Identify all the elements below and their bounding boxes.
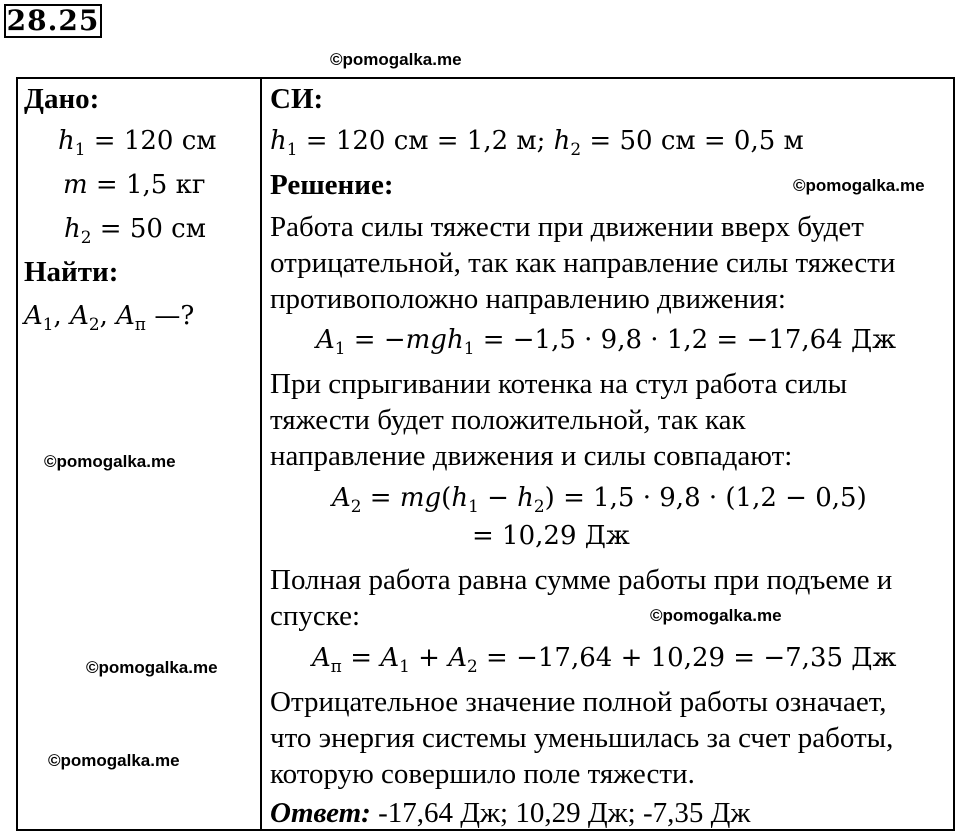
para4-line2: что энергия системы уменьшилась за счет работы, bbox=[270, 722, 894, 754]
formula-a1-lhs: A bbox=[316, 325, 335, 355]
find-sep1: , bbox=[53, 301, 71, 331]
find-a2-sub: 2 bbox=[88, 313, 100, 334]
find-sep2: , bbox=[99, 301, 117, 331]
watermark-left-2: ©pomogalka.me bbox=[86, 658, 218, 677]
para2-line2: тяжести будет положительной, так как bbox=[270, 404, 746, 436]
para4-line1: Отрицательное значение полной работы означает, bbox=[270, 686, 887, 718]
para1-line2: отрицательной, так как направление силы тяжести bbox=[270, 247, 896, 279]
formula-a2-mg: mg bbox=[399, 483, 442, 513]
given-h2 bbox=[64, 212, 206, 246]
formula-ap-a2-sub: 2 bbox=[467, 655, 478, 676]
watermark-top: ©pomogalka.me bbox=[330, 50, 462, 69]
formula-a1-rest: = −1,5 · 9,8 · 1,2 = −17,64 Дж bbox=[474, 325, 897, 355]
formula-a1-mid: = − bbox=[345, 325, 406, 355]
given-h2-value: = 50 см bbox=[91, 214, 206, 244]
formula-a2-paren-close: ) bbox=[544, 483, 555, 513]
para3-line1: Полная работа равна сумме работы при подъеме и bbox=[270, 564, 893, 596]
para1-line1: Работа силы тяжести при движении вверх будет bbox=[270, 211, 864, 243]
find-ap-sub: п bbox=[134, 313, 147, 334]
formula-a1 bbox=[316, 323, 896, 357]
formula-ap-a1-sub: 1 bbox=[399, 655, 410, 676]
formula-a2 bbox=[332, 481, 867, 515]
answer-text: -17,64 Дж; 10,29 Дж; -7,35 Дж bbox=[370, 797, 751, 829]
formula-ap-plus: + bbox=[409, 643, 449, 673]
formula-a1-mgh-sub: 1 bbox=[463, 337, 475, 358]
formula-ap-lhs: A bbox=[312, 643, 331, 673]
given-h1-value: = 120 см bbox=[85, 126, 217, 156]
column-divider bbox=[260, 77, 262, 831]
para4-line3: которую совершило поле тяжести. bbox=[270, 758, 695, 790]
formula-a2-lhs-sub: 2 bbox=[350, 495, 362, 516]
para1-line3: противоположно направлению движения: bbox=[270, 283, 786, 315]
given-m bbox=[63, 168, 205, 202]
find-a1: A bbox=[24, 301, 43, 331]
watermark-left-3: ©pomogalka.me bbox=[48, 751, 180, 770]
formula-a2-mid: = bbox=[361, 483, 400, 513]
answer-line bbox=[270, 796, 750, 830]
si-title: СИ: bbox=[270, 83, 324, 115]
formula-a2-h1: h bbox=[451, 483, 469, 513]
watermark-right: ©pomogalka.me bbox=[650, 606, 782, 625]
formula-ap-a1: A bbox=[380, 643, 400, 673]
find-tail: —? bbox=[146, 301, 195, 331]
para2-line1: При спрыгивании котенка на стул работа силы bbox=[270, 368, 848, 400]
given-h1-sub: 1 bbox=[74, 138, 86, 159]
formula-a1-mgh: mgh bbox=[405, 325, 464, 355]
formula-ap bbox=[312, 641, 896, 675]
find-ap: A bbox=[116, 301, 135, 331]
formula-a2-minus: − bbox=[478, 483, 518, 513]
si-h2-sub: 2 bbox=[570, 138, 582, 159]
si-part2: = 50 см = 0,5 м bbox=[581, 126, 804, 156]
formula-a2-lhs: A bbox=[332, 483, 351, 513]
si-h2: h bbox=[553, 126, 571, 156]
si-h1: h bbox=[270, 126, 287, 156]
find-a1-sub: 1 bbox=[42, 313, 54, 334]
find-line bbox=[24, 299, 194, 333]
problem-number: 28.25 bbox=[4, 4, 102, 38]
formula-ap-a2: A bbox=[448, 643, 468, 673]
formula-a2-h2: h bbox=[517, 483, 534, 513]
formula-ap-rest: = −17,64 + 10,29 = −7,35 Дж bbox=[477, 643, 897, 673]
formula-a2-h2-sub: 2 bbox=[533, 495, 545, 516]
formula-ap-mid: = bbox=[342, 643, 381, 673]
given-h2-sub: 2 bbox=[80, 226, 92, 247]
given-title: Дано: bbox=[24, 83, 100, 115]
para2-line3: направление движения и силы совпадают: bbox=[270, 440, 793, 472]
si-line bbox=[270, 124, 804, 158]
given-m-sym: m bbox=[63, 170, 88, 200]
formula-ap-lhs-sub: п bbox=[330, 655, 343, 676]
find-a2: A bbox=[70, 301, 89, 331]
para3-line2: спуске: bbox=[270, 600, 361, 632]
formula-a1-lhs-sub: 1 bbox=[334, 337, 346, 358]
formula-a2-paren-open: ( bbox=[441, 483, 452, 513]
given-m-value: = 1,5 кг bbox=[87, 170, 206, 200]
formula-a2-result: = 10,29 Дж bbox=[472, 521, 630, 551]
given-h1 bbox=[58, 124, 217, 158]
formula-a2-rest: = 1,5 · 9,8 · (1,2 − 0,5) bbox=[554, 483, 867, 513]
given-h2-sym: h bbox=[64, 214, 81, 244]
find-title: Найти: bbox=[24, 256, 119, 288]
solution-title: Решение: bbox=[270, 169, 394, 201]
si-h1-sub: 1 bbox=[286, 138, 298, 159]
given-h1-sym: h bbox=[58, 126, 75, 156]
watermark-left-1: ©pomogalka.me bbox=[44, 452, 176, 471]
formula-a2-h1-sub: 1 bbox=[468, 495, 479, 516]
answer-label: Ответ: bbox=[270, 797, 371, 829]
si-part1: = 120 см = 1,2 м; bbox=[297, 126, 554, 156]
watermark-solution: ©pomogalka.me bbox=[793, 176, 925, 195]
